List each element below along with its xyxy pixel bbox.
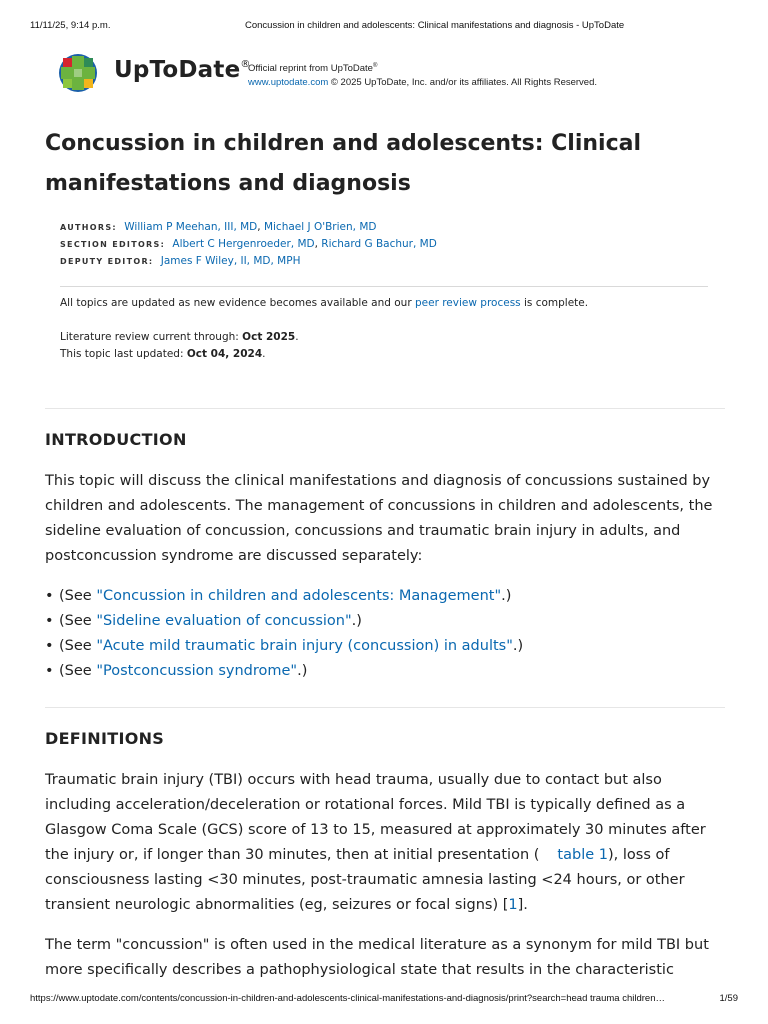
bullet-icon: • xyxy=(45,613,54,629)
copyright-text: © 2025 UpToDate, Inc. and/or its affiliates. All Rights Reserved. xyxy=(328,77,598,89)
list-item: • (See "Concussion in children and adolescents: Management".) xyxy=(45,584,523,609)
bullet-icon: • xyxy=(45,588,54,604)
literature-review-date: Literature review current through: Oct 2025. xyxy=(60,331,299,343)
uptodate-logo-icon xyxy=(58,53,98,93)
deputy-editor-label: DEPUTY EDITOR: xyxy=(60,257,154,266)
authors-label: AUTHORS: xyxy=(60,223,117,232)
definitions-heading: DEFINITIONS xyxy=(45,729,165,748)
bullet-icon: • xyxy=(45,663,54,679)
print-datetime: 11/11/25, 9:14 p.m. xyxy=(30,20,111,31)
page-number: 1/59 xyxy=(719,993,738,1004)
introduction-paragraph: This topic will discuss the clinical manifestations and diagnosis of concussions sustained by children and adolescents. The management of concussions in children and adolescents, the sideline evaluation of concussion, concussions and traumatic brain injury in adults, and postconcussion syndrome are discussed separately: xyxy=(45,473,713,564)
deputy-editor-link[interactable]: James F Wiley, II, MD, MPH xyxy=(160,255,301,267)
print-header xyxy=(30,20,738,34)
section-editors-row: SECTION EDITORS: Albert C Hergenroeder, MD, Richard G Bachur, MD xyxy=(60,238,437,250)
article-metadata xyxy=(60,219,437,270)
list-item: • (See "Sideline evaluation of concussion".) xyxy=(45,609,523,634)
divider xyxy=(45,408,725,409)
last-updated-date: This topic last updated: Oct 04, 2024. xyxy=(60,348,266,360)
introduction-heading: INTRODUCTION xyxy=(45,430,187,449)
list-item: • (See "Acute mild traumatic brain injury (concussion) in adults".) xyxy=(45,634,523,659)
section-editor-link[interactable]: Richard G Bachur, MD xyxy=(321,238,437,250)
section-editor-link[interactable]: Albert C Hergenroeder, MD xyxy=(172,238,315,250)
list-item: • (See "Postconcussion syndrome".) xyxy=(45,659,523,684)
brand-name: UpToDate® xyxy=(114,57,251,83)
definitions-paragraph: The term "concussion" is often used in the medical literature as a synonym for mild TBI but more specifically describes a pathophysiological state that results in the characteristic xyxy=(45,937,709,978)
definitions-paragraph: Traumatic brain injury (TBI) occurs with head trauma, usually due to contact but also including acceleration/deceleration or rotational forces. Mild TBI is typically defined as a Glasgow Coma Scale (GCS) score of 13 to 15, measured at approximately 30 minutes after the injury or, if longer than 30 minutes, then at initial presentation ( table 1), loss of consciousness lasting <30 minutes, post-traumatic amnesia lasting <24 hours, or other transient neurologic abnormalities (eg, seizures or focal signs) [1]. xyxy=(45,772,706,913)
review-dates xyxy=(60,329,299,363)
brand-header xyxy=(58,53,658,95)
see-link-sideline[interactable]: "Sideline evaluation of concussion" xyxy=(96,613,352,629)
see-link-postconcussion[interactable]: "Postconcussion syndrome" xyxy=(96,663,298,679)
article-title: Concussion in children and adolescents: Clinical manifestations and diagnosis xyxy=(45,131,642,196)
print-footer xyxy=(30,993,738,1007)
bullet-icon: • xyxy=(45,638,54,654)
see-also-list xyxy=(45,584,523,684)
author-link[interactable]: Michael J O'Brien, MD xyxy=(263,221,377,233)
reference-link[interactable]: 1 xyxy=(508,897,518,913)
deputy-editor-row xyxy=(60,253,437,270)
reprint-notice: Official reprint from UpToDate® www.uptodate.com © 2025 UpToDate, Inc. and/or its affiliates. All Rights Reserved. xyxy=(248,63,598,89)
see-link-management[interactable]: "Concussion in children and adolescents: Management" xyxy=(96,588,502,604)
author-link[interactable]: William P Meehan, III, MD xyxy=(124,221,258,233)
peer-review-link[interactable]: peer review process xyxy=(414,297,521,309)
section-editors-label: SECTION EDITORS: xyxy=(60,240,166,249)
print-page-title: Concussion in children and adolescents: Clinical manifestations and diagnosis - UpToDate xyxy=(245,20,625,31)
table-link[interactable]: table 1 xyxy=(557,847,608,863)
print-url: https://www.uptodate.com/contents/concussion-in-children-and-adolescents-clinical-manifestations-and-diagnosis/print?search=head trauma children… xyxy=(30,993,665,1004)
authors-row: AUTHORS: William P Meehan, III, MD, Michael J O'Brien, MD xyxy=(60,221,377,233)
divider xyxy=(45,707,725,708)
see-link-adults[interactable]: "Acute mild traumatic brain injury (concussion) in adults" xyxy=(96,638,513,654)
uptodate-site-link[interactable]: www.uptodate.com xyxy=(248,77,329,89)
divider xyxy=(60,286,708,287)
update-note: All topics are updated as new evidence becomes available and our peer review process is complete. xyxy=(60,297,589,309)
